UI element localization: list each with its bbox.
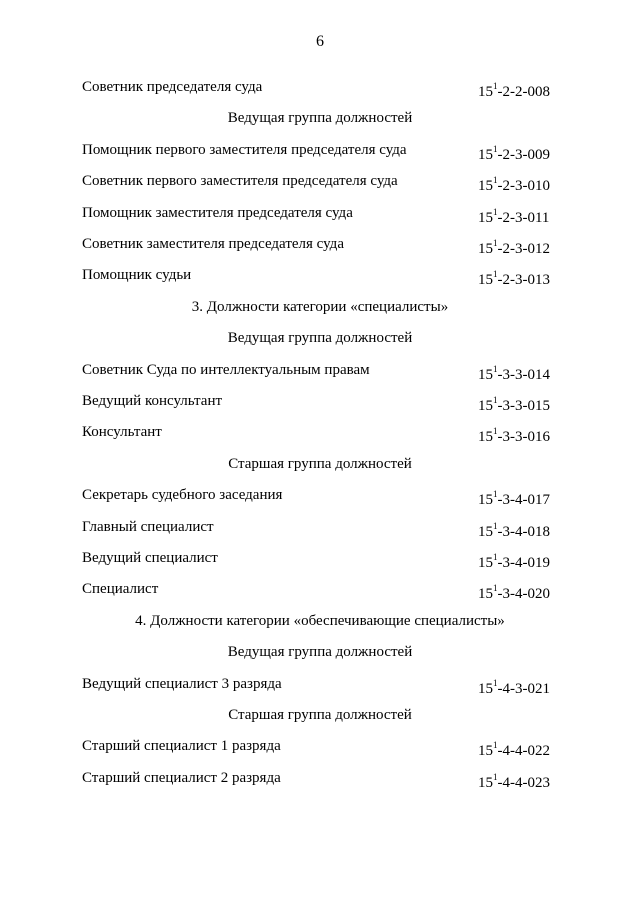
code-base: 15 [478,210,493,226]
code-suffix: -3-4-018 [497,524,550,540]
code-superscript: 1 [493,521,498,531]
position-code [478,735,550,762]
position-title: Помощник первого заместителя председателя суда [82,142,407,158]
code-suffix: -2-3-013 [497,272,550,288]
position-row [0,390,640,412]
code-base: 15 [478,272,493,288]
position-row [0,673,640,695]
code-base: 15 [478,241,493,257]
code-superscript: 1 [493,364,498,374]
code-superscript: 1 [493,583,498,593]
position-row [0,202,640,224]
position-code [478,264,550,291]
position-code [478,139,550,166]
code-base: 15 [478,555,493,571]
code-superscript: 1 [493,489,498,499]
section-heading: Ведущая группа должностей [227,644,413,660]
section-heading: Ведущая группа должностей [227,330,413,346]
code-suffix: -2-3-011 [497,210,550,226]
section-heading: Старшая группа должностей [228,456,412,472]
position-code [478,170,550,197]
position-code [478,578,550,605]
code-superscript: 1 [493,269,498,279]
code-base: 15 [478,681,493,697]
position-code [478,359,550,386]
position-code [478,390,550,417]
code-suffix: -3-4-017 [497,492,550,508]
position-title: Советник Суда по интеллектуальным правам [82,362,370,378]
code-base: 15 [478,147,493,163]
code-suffix: -2-3-010 [497,178,550,194]
position-code [478,233,550,260]
position-row [0,516,640,538]
position-title: Помощник заместителя председателя суда [82,205,353,221]
position-row [0,264,640,286]
section-heading: 4. Должности категории «обеспечивающие специалисты» [135,613,505,629]
position-row [0,547,640,569]
position-title: Ведущий специалист 3 разряда [82,676,282,692]
position-row [0,76,640,98]
code-superscript: 1 [493,678,498,688]
code-superscript: 1 [493,772,498,782]
position-title: Главный специалист [82,519,214,535]
position-code [478,547,550,574]
code-superscript: 1 [493,552,498,562]
section-heading: Ведущая группа должностей [227,110,413,126]
code-superscript: 1 [493,144,498,154]
code-superscript: 1 [493,395,498,405]
code-suffix: -2-3-012 [497,241,550,257]
position-code [478,76,550,103]
position-title: Советник заместителя председателя суда [82,236,344,252]
code-base: 15 [478,178,493,194]
page-number: 6 [316,33,324,50]
code-base: 15 [478,429,493,445]
position-row [0,170,640,192]
position-title: Консультант [82,424,162,440]
code-superscript: 1 [493,207,498,217]
code-base: 15 [478,492,493,508]
position-row [0,139,640,161]
code-base: 15 [478,743,493,759]
section-heading: 3. Должности категории «специалисты» [191,299,449,315]
position-row [0,359,640,381]
position-code [478,516,550,543]
position-row [0,421,640,443]
code-base: 15 [478,775,493,791]
code-suffix: -2-3-009 [497,147,550,163]
code-superscript: 1 [493,175,498,185]
code-suffix: -4-4-023 [497,775,550,791]
position-title: Старший специалист 2 разряда [82,770,281,786]
code-superscript: 1 [493,426,498,436]
position-title: Советник председателя суда [82,79,263,95]
code-base: 15 [478,398,493,414]
position-title: Секретарь судебного заседания [82,487,283,503]
code-base: 15 [478,524,493,540]
code-base: 15 [478,367,493,383]
position-title: Ведущий специалист [82,550,218,566]
position-code [478,673,550,700]
position-code [478,421,550,448]
code-base: 15 [478,586,493,602]
position-title: Советник первого заместителя председателя суда [82,173,398,189]
position-row [0,484,640,506]
code-suffix: -3-3-015 [497,398,550,414]
code-suffix: -4-4-022 [497,743,550,759]
code-suffix: -3-4-019 [497,555,550,571]
code-suffix: -4-3-021 [497,681,550,697]
position-code [478,202,549,229]
code-base: 15 [478,84,493,100]
position-code [478,484,550,511]
code-superscript: 1 [493,740,498,750]
code-suffix: -3-4-020 [497,586,550,602]
code-superscript: 1 [493,81,498,91]
position-title: Специалист [82,581,159,597]
position-row [0,578,640,600]
position-row [0,735,640,757]
position-row [0,233,640,255]
code-superscript: 1 [493,238,498,248]
position-title: Старший специалист 1 разряда [82,738,281,754]
code-suffix: -3-3-016 [497,429,550,445]
section-heading: Старшая группа должностей [228,707,412,723]
code-suffix: -2-2-008 [497,84,550,100]
position-code [478,767,550,794]
code-suffix: -3-3-014 [497,367,550,383]
position-title: Помощник судьи [82,267,192,283]
position-title: Ведущий консультант [82,393,223,409]
position-row [0,767,640,789]
